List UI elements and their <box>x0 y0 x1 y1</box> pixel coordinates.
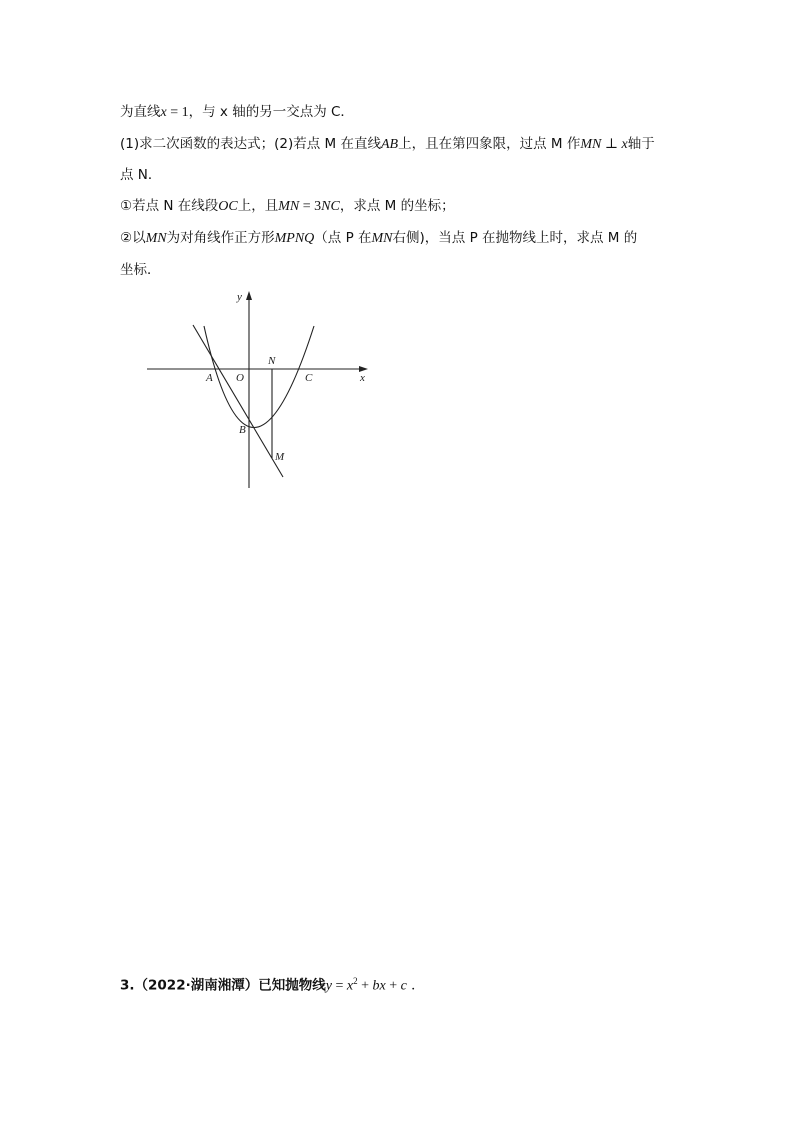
math-text: + <box>385 978 401 994</box>
math-var: MPNQ <box>274 231 315 246</box>
math-exponent: 2 <box>353 976 358 986</box>
problem-3-heading: 3.（2022·湖南湘潭）已知抛物线 <box>120 977 326 994</box>
text: 坐标． <box>120 262 161 278</box>
text: ，与 x 轴的另一交点为 C． <box>188 104 354 120</box>
math-var: x <box>346 978 354 994</box>
text: 为对角线作正方形 <box>166 230 275 246</box>
math-var: AB <box>380 137 399 152</box>
text: 为直线 <box>120 104 161 120</box>
math-var: c <box>400 978 407 994</box>
text: ②以 <box>120 230 146 246</box>
label-n: N <box>268 355 276 367</box>
text: ，求点 M 的坐标； <box>339 198 455 214</box>
text: (1)求二次函数的表达式；(2)若点 M 在直线 <box>120 136 381 152</box>
problem-3-line <box>120 972 425 996</box>
text: ①若点 N 在线段 <box>120 198 219 214</box>
text: 轴于 <box>627 136 655 152</box>
math-var: NC <box>321 199 340 214</box>
label-m: M <box>275 451 285 463</box>
label-a: A <box>206 372 213 384</box>
math-text: ⊥ <box>601 137 622 152</box>
text: （点 P 在 <box>314 230 372 246</box>
parabola-curve <box>204 326 314 428</box>
text: 上，且 <box>237 198 279 214</box>
math-var: bx <box>372 978 386 994</box>
math-text: + <box>357 978 373 994</box>
math-var: y <box>325 978 332 994</box>
line-ab <box>193 325 283 477</box>
math-text: = 3 <box>299 199 322 214</box>
text: 点 N． <box>120 167 162 183</box>
math-var: MN <box>145 231 167 246</box>
label-y: y <box>237 291 242 303</box>
y-axis-arrow <box>246 291 252 300</box>
text: 上，且在第四象限，过点 M 作 <box>398 136 581 152</box>
math-text: = <box>331 978 347 994</box>
math-var: OC <box>218 199 238 214</box>
math-var: MN <box>371 231 393 246</box>
label-c: C <box>305 372 313 384</box>
label-o: O <box>236 372 244 384</box>
text: 右侧)，当点 P 在抛物线上时，求点 M 的 <box>392 230 638 246</box>
math-text: = 1 <box>166 105 189 120</box>
label-b: B <box>239 424 246 436</box>
math-var: x <box>160 105 167 120</box>
label-x: x <box>360 372 365 384</box>
math-var: x <box>621 137 628 152</box>
math-var: MN <box>580 137 602 152</box>
math-var: MN <box>278 199 300 214</box>
text: ． <box>406 977 425 994</box>
